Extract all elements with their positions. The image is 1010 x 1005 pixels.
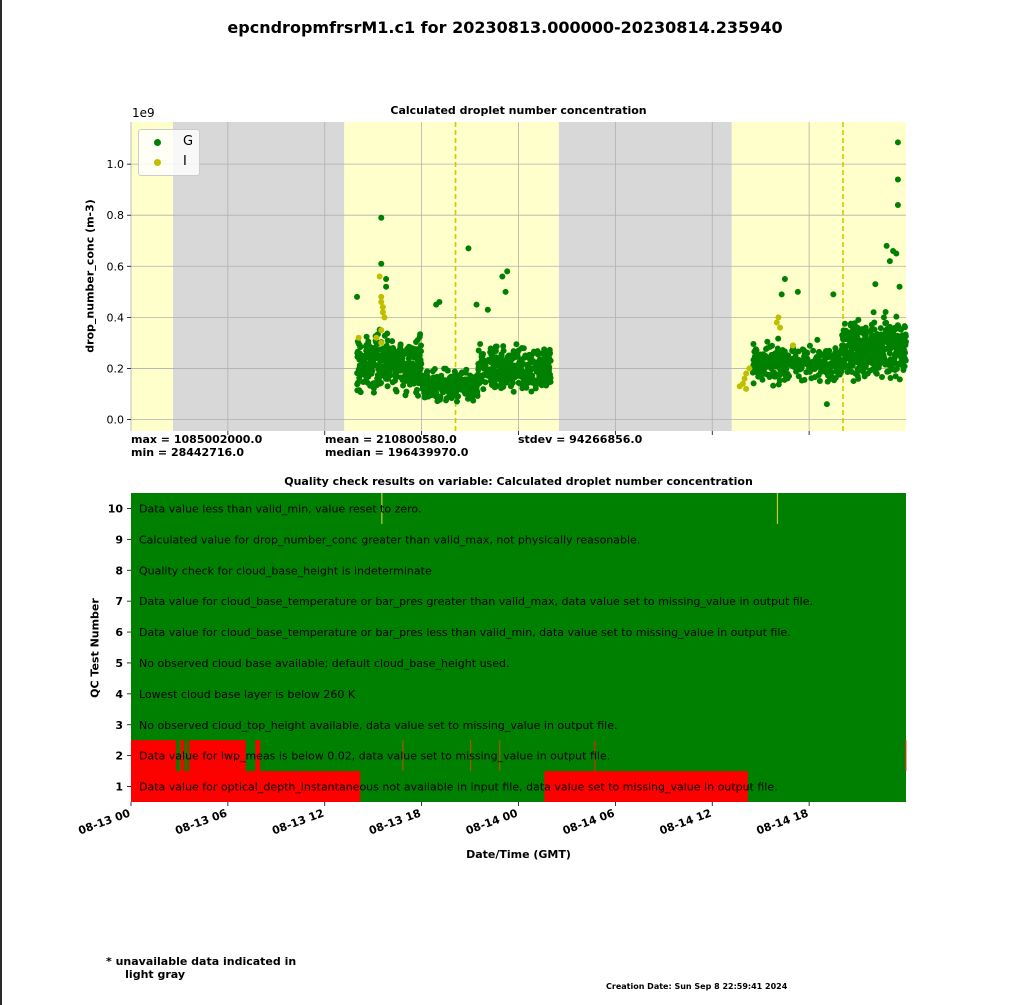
good-point: [897, 284, 903, 290]
good-point: [759, 377, 765, 383]
good-point: [494, 343, 500, 349]
good-point: [841, 333, 847, 339]
x-tick-label-2: 08-13 12: [270, 806, 326, 838]
good-point: [384, 331, 390, 337]
x-tick-label-6: 08-14 12: [657, 806, 714, 838]
good-point: [795, 289, 801, 295]
good-point: [782, 276, 788, 282]
good-point: [498, 383, 504, 389]
daylight-band-2: [732, 122, 906, 431]
good-point: [776, 382, 782, 388]
good-point: [486, 357, 492, 363]
good-point: [884, 243, 890, 249]
good-point: [874, 371, 880, 377]
good-point: [751, 349, 757, 355]
good-point: [846, 351, 852, 357]
good-point: [383, 276, 389, 282]
good-point: [887, 336, 893, 342]
good-point: [425, 374, 431, 380]
good-point: [791, 361, 797, 367]
good-point: [877, 354, 883, 360]
good-point: [378, 363, 384, 369]
indeterminate-point: [378, 299, 384, 305]
good-point: [842, 321, 848, 327]
good-point: [893, 251, 899, 257]
good-point: [378, 358, 384, 364]
good-point: [872, 281, 878, 287]
good-point: [871, 309, 877, 315]
creation-date: Creation Date: Sun Sep 8 22:59:41 2024: [606, 982, 788, 991]
good-point: [850, 324, 856, 330]
y-tick-label-5: 1.0: [106, 158, 124, 172]
good-point: [902, 323, 908, 329]
good-point: [420, 373, 426, 379]
qc-test-description-1: Data value for optical_depth_instantaneous not available in input file, data value set to missing_value in output file.: [139, 780, 778, 794]
good-point: [454, 372, 460, 378]
stat-mean: mean = 210800580.0: [325, 433, 457, 446]
legend-entry-indeterminate: [139, 154, 199, 170]
good-point: [750, 341, 756, 347]
qc-test-number-4: 4: [115, 687, 123, 701]
good-point: [410, 365, 416, 371]
good-point: [769, 343, 775, 349]
good-point: [401, 374, 407, 380]
good-point: [354, 387, 360, 393]
good-point: [770, 383, 776, 389]
legend-label-good: G: [183, 134, 194, 149]
good-point: [420, 378, 426, 384]
good-point: [422, 394, 428, 400]
good-point: [771, 374, 777, 380]
good-point: [385, 373, 391, 379]
good-point: [873, 333, 879, 339]
good-point: [367, 368, 373, 374]
good-point: [408, 375, 414, 381]
good-point: [386, 359, 392, 365]
good-point: [532, 381, 538, 387]
good-point: [455, 382, 461, 388]
good-point: [896, 348, 902, 354]
good-point: [392, 378, 398, 384]
good-point: [876, 338, 882, 344]
good-point: [433, 381, 439, 387]
good-point: [441, 366, 447, 372]
good-point: [488, 346, 494, 352]
good-point: [888, 375, 894, 381]
good-point: [465, 245, 471, 251]
good-point: [782, 348, 788, 354]
legend-marker-good: [154, 139, 161, 146]
qc-results-chart: [70, 470, 950, 850]
good-point: [900, 367, 906, 373]
good-point: [539, 358, 545, 364]
indeterminate-point: [775, 314, 781, 320]
good-point: [485, 372, 491, 378]
qc-test-description-9: Calculated value for drop_number_conc greater than valid_max, not physically reasonable.: [139, 533, 641, 547]
good-point: [868, 350, 874, 356]
stat-max: max = 1085002000.0: [131, 433, 263, 446]
good-point: [426, 382, 432, 388]
qc-y-axis-label: QC Test Number: [88, 598, 102, 698]
good-point: [396, 358, 402, 364]
good-point: [895, 139, 901, 145]
good-point: [893, 314, 899, 320]
good-point: [761, 367, 767, 373]
good-point: [902, 342, 908, 348]
legend-marker-indeterminate: [154, 159, 161, 166]
unavailable-data-footnote: * unavailable data indicated in light gray: [106, 955, 297, 981]
good-point: [547, 351, 553, 357]
indeterminate-point: [378, 340, 384, 346]
good-point: [448, 374, 454, 380]
x-axis-label: Date/Time (GMT): [466, 848, 571, 861]
page-title: epcndropmfrsrM1.c1 for 20230813.000000-20230814.235940: [227, 18, 783, 37]
indeterminate-point: [790, 342, 796, 348]
qc-flag-mark-test-10: [777, 493, 778, 524]
indeterminate-point: [777, 325, 783, 331]
good-point: [751, 356, 757, 362]
good-point: [895, 176, 901, 182]
good-point: [513, 341, 519, 347]
missing-data-band-1: [559, 122, 732, 431]
good-point: [491, 366, 497, 372]
good-point: [793, 369, 799, 375]
qc-test-description-8: Quality check for cloud_base_height is indeterminate: [139, 564, 432, 578]
indeterminate-point: [373, 335, 379, 341]
good-point: [402, 392, 408, 398]
qc-flag-mark-test-2: [905, 740, 906, 771]
good-point: [801, 348, 807, 354]
y-tick-label-2: 0.4: [106, 311, 124, 325]
good-point: [461, 377, 467, 383]
indeterminate-point: [381, 314, 387, 320]
qc-test-description-4: Lowest cloud base layer is below 260 K: [139, 687, 356, 701]
qc-test-number-3: 3: [115, 718, 123, 732]
indeterminate-point: [774, 319, 780, 325]
good-point: [817, 378, 823, 384]
good-point: [357, 344, 363, 350]
x-tick-label-1: 08-13 06: [173, 806, 229, 838]
good-point: [825, 379, 831, 385]
qc-test-description-7: Data value for cloud_base_temperature or bar_pres greater than valid_max, data value set to missing_value in output file.: [139, 595, 813, 609]
good-point: [515, 362, 521, 368]
good-point: [768, 366, 774, 372]
good-point: [524, 353, 530, 359]
good-point: [783, 372, 789, 378]
top-y-axis-label: drop_number_conc (m-3): [83, 199, 97, 353]
good-point: [776, 349, 782, 355]
good-point: [476, 347, 482, 353]
indeterminate-point: [378, 294, 384, 300]
good-point: [463, 367, 469, 373]
indeterminate-point: [746, 365, 752, 371]
good-point: [511, 389, 517, 395]
indeterminate-point: [380, 304, 386, 310]
good-point: [448, 383, 454, 389]
good-point: [543, 363, 549, 369]
good-point: [808, 375, 814, 381]
good-point: [491, 381, 497, 387]
good-point: [822, 361, 828, 367]
x-tick-label-7: 08-14 18: [754, 806, 811, 838]
good-point: [415, 337, 421, 343]
good-point: [796, 360, 802, 366]
good-point: [871, 319, 877, 325]
good-point: [428, 388, 434, 394]
qc-test-description-3: No observed cloud_top_height available, data value set to missing_value in output file.: [139, 718, 618, 732]
good-point: [461, 384, 467, 390]
good-point: [863, 328, 869, 334]
good-point: [496, 362, 502, 368]
x-tick-label-5: 08-14 06: [560, 806, 617, 838]
good-point: [840, 342, 846, 348]
good-point: [394, 363, 400, 369]
good-point: [848, 341, 854, 347]
good-point: [902, 355, 908, 361]
indeterminate-point: [378, 327, 384, 333]
good-point: [385, 383, 391, 389]
good-point: [874, 344, 880, 350]
good-point: [401, 351, 407, 357]
x-tick-label-3: 08-13 18: [367, 806, 423, 838]
good-point: [378, 215, 384, 221]
indeterminate-point: [743, 371, 749, 377]
x-tick-label-0: 08-13 00: [76, 806, 133, 838]
good-point: [439, 388, 445, 394]
good-point: [807, 343, 813, 349]
y-scale-label: 1e9: [132, 106, 155, 120]
good-point: [810, 348, 816, 354]
good-point: [371, 345, 377, 351]
good-point: [497, 369, 503, 375]
indeterminate-point: [356, 335, 362, 341]
good-point: [806, 361, 812, 367]
good-point: [384, 343, 390, 349]
good-point: [506, 352, 512, 358]
good-point: [895, 322, 901, 328]
good-point: [862, 373, 868, 379]
good-point: [518, 357, 524, 363]
good-point: [499, 274, 505, 280]
good-point: [503, 289, 509, 295]
chart-legend: [138, 129, 200, 176]
qc-test-description-10: Data value less than valid_min, value reset to zero.: [139, 502, 422, 516]
good-point: [376, 379, 382, 385]
good-point: [480, 386, 486, 392]
good-point: [394, 389, 400, 395]
good-point: [504, 268, 510, 274]
good-point: [881, 314, 887, 320]
good-point: [363, 361, 369, 367]
good-point: [855, 317, 861, 323]
good-point: [414, 387, 420, 393]
drop-number-scatter-chart: [100, 100, 920, 445]
qc-test-number-6: 6: [115, 626, 123, 640]
good-point: [545, 370, 551, 376]
good-point: [897, 361, 903, 367]
good-point: [855, 335, 861, 341]
indeterminate-point: [742, 376, 748, 382]
good-point: [477, 375, 483, 381]
good-point: [868, 357, 874, 363]
good-point: [390, 345, 396, 351]
good-point: [369, 363, 375, 369]
good-point: [485, 307, 491, 313]
good-point: [357, 362, 363, 368]
stat-min: min = 28442716.0: [131, 446, 245, 459]
good-point: [879, 374, 885, 380]
good-point: [832, 345, 838, 351]
good-point: [474, 302, 480, 308]
good-point: [814, 337, 820, 343]
qc-test-number-2: 2: [115, 749, 123, 763]
top-chart-title: Calculated droplet number concentration: [390, 104, 647, 117]
good-point: [383, 284, 389, 290]
good-point: [512, 371, 518, 377]
good-point: [436, 299, 442, 305]
good-point: [884, 345, 890, 351]
good-point: [437, 397, 443, 403]
good-point: [888, 325, 894, 331]
qc-test-number-7: 7: [115, 595, 123, 609]
good-point: [867, 341, 873, 347]
qc-test-number-1: 1: [115, 780, 123, 794]
qc-test-number-9: 9: [115, 533, 123, 547]
legend-label-indeterminate: I: [183, 154, 187, 169]
good-point: [887, 258, 893, 264]
good-point: [500, 343, 506, 349]
indeterminate-point: [740, 381, 746, 387]
good-point: [818, 351, 824, 357]
qc-test-number-5: 5: [115, 656, 123, 670]
good-point: [829, 374, 835, 380]
y-tick-label-0: 0.0: [106, 413, 124, 427]
good-point: [849, 369, 855, 375]
qc-test-description-5: No observed cloud base available; default cloud_base_height used.: [139, 656, 510, 670]
good-point: [824, 401, 830, 407]
good-point: [434, 374, 440, 380]
good-point: [860, 345, 866, 351]
good-point: [535, 351, 541, 357]
good-point: [412, 346, 418, 352]
good-point: [477, 341, 483, 347]
stat-median: median = 196439970.0: [325, 446, 469, 459]
good-point: [539, 382, 545, 388]
indeterminate-point: [380, 309, 386, 315]
good-point: [355, 380, 361, 386]
good-point: [385, 338, 391, 344]
good-point: [545, 376, 551, 382]
good-point: [356, 357, 362, 363]
good-point: [365, 380, 371, 386]
good-point: [354, 294, 360, 300]
good-point: [387, 351, 393, 357]
good-point: [493, 354, 499, 360]
good-point: [895, 202, 901, 208]
good-point: [883, 309, 889, 315]
x-tick-label-4: 08-14 00: [464, 806, 520, 838]
qc-test-description-6: Data value for cloud_base_temperature or bar_pres less than valid_min, data value set to missing_value in output file.: [139, 626, 791, 640]
good-point: [476, 380, 482, 386]
good-point: [448, 391, 454, 397]
good-point: [819, 369, 825, 375]
good-point: [519, 385, 525, 391]
good-point: [361, 371, 367, 377]
good-point: [851, 378, 857, 384]
good-point: [365, 338, 371, 344]
y-tick-label-3: 0.6: [106, 260, 124, 274]
good-point: [378, 261, 384, 267]
good-point: [897, 376, 903, 382]
good-point: [501, 375, 507, 381]
good-point: [783, 366, 789, 372]
indeterminate-point: [743, 386, 749, 392]
good-point: [878, 325, 884, 331]
good-point: [775, 336, 781, 342]
good-point: [898, 336, 904, 342]
y-tick-label-1: 0.2: [106, 362, 124, 376]
good-point: [830, 291, 836, 297]
good-point: [415, 358, 421, 364]
qc-test-description-2: Data value for lwp_meas is below 0.02, data value set to missing_value in output file.: [139, 749, 611, 763]
stat-stdev: stdev = 94266856.0: [518, 433, 643, 446]
good-point: [764, 339, 770, 345]
good-point: [415, 393, 421, 399]
qc-chart-title: Quality check results on variable: Calculated droplet number concentration: [284, 475, 753, 488]
good-point: [755, 362, 761, 368]
good-point: [801, 377, 807, 383]
good-point: [372, 355, 378, 361]
qc-test-number-10: 10: [107, 502, 123, 516]
y-tick-label-4: 0.8: [106, 209, 124, 223]
good-point: [526, 365, 532, 371]
good-point: [454, 398, 460, 404]
good-point: [845, 363, 851, 369]
good-point: [508, 376, 514, 382]
good-point: [878, 331, 884, 337]
window-left-edge: [0, 0, 2, 1005]
good-point: [833, 362, 839, 368]
legend-entry-good: [139, 134, 199, 150]
good-point: [751, 380, 757, 386]
good-point: [783, 360, 789, 366]
qc-test-number-8: 8: [115, 564, 123, 578]
good-point: [430, 368, 436, 374]
good-point: [424, 368, 430, 374]
good-point: [472, 390, 478, 396]
indeterminate-point: [377, 274, 383, 280]
good-point: [779, 291, 785, 297]
